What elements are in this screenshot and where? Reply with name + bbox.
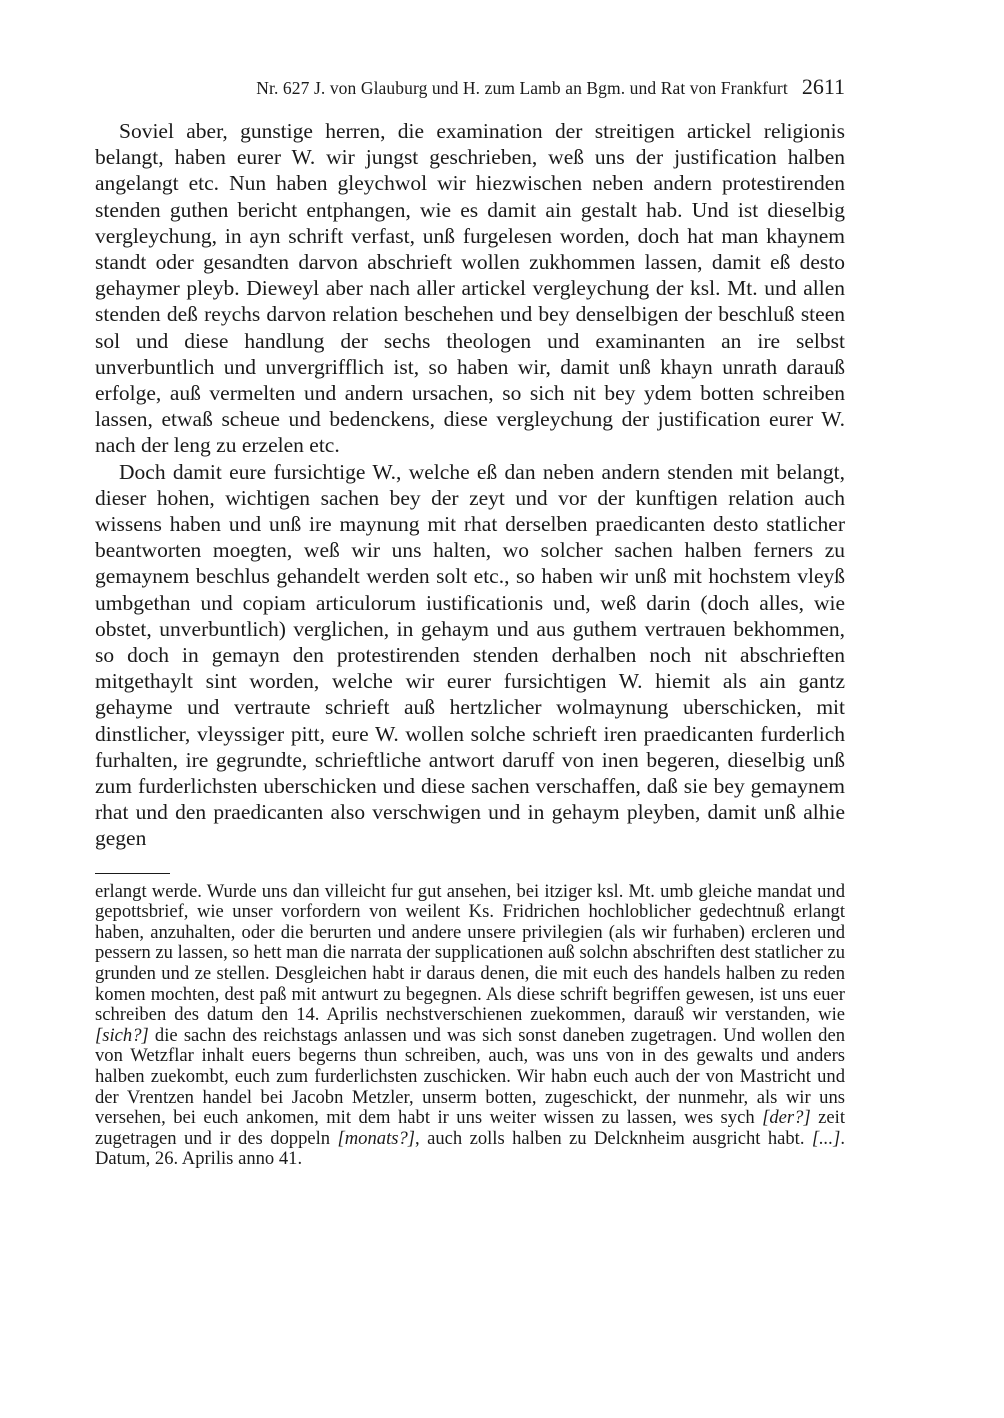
footnote-text-2: die sachn des reichstags anlassen und was sich sonst daneben zugetragen. Und wollen den von Wetzflar inhalt euers begerns thun schreiben, auch, was uns von in des gewalts und anders halben zuekombt, euch zum furderlichsten zuschicken. Wir habn euch auch der von Mastricht und der Vrentzen handel bei Jacobn Metzler, unserm botten, zugeschickt, der nunmehr, als wir uns versehen, bei euch ankomen, mit dem habt ir uns weiter wissen zu lassen, wes sych — [95, 1024, 845, 1129]
footnote-conjecture-2: [der?] — [762, 1107, 811, 1129]
footnote-text-4: , auch zolls halben zu Delcknheim ausgricht habt. — [415, 1127, 805, 1149]
paragraph-1: Soviel aber, gunstige herren, die examination der streitigen artickel religionis belangt, haben eurer W. wir jungst geschrieben, weß uns der justification halben angelangt etc. Nun haben gleychwol wir hiezwischen neben andern protestirenden stenden guthen bericht entphangen, wie es damit ain gestalt hab. Und ist dieselbig vergleychung, in ayn schrift verfast, unß furgelesen worden, doch hat man khaynem standt oder gesandten darvon abschrieft wollen zukhommen lassen, damit eß desto gehaymer pleyb. Dieweyl aber nach aller artickel vergleychung der ksl. Mt. und allen stenden deß reychs darvon relation beschehen und bey denselbigen der beschluß steen sol und diese handlung der sechs theologen und examinanten an ire selbst unverbuntlich und unvergrifflich ist, so haben wir, damit unß khayn unrath darauß erfolge, auß vermelten und andern ursachen, so sich nit bey ydem botten schreiben lassen, etwaß scheue und bedenckens, diese vergleychung der justification eurer W. nach der leng zu erzelen etc. — [95, 119, 845, 458]
paragraph-2: Doch damit eure fursichtige W., welche eß dan neben andern stenden mit belangt, dieser hohen, wichtigen sachen bey der zeyt und vor der kunftigen relation auch wissens haben und unß ire maynung mit rhat derselben praedicanten desto statlicher beantworten moegten, weß wir uns halten, wo solcher sachen halben ferners zu gemaynem beschlus gehandelt werden solt etc., so haben wir unß mit hochstem vleyß umbgethan und copiam articulorum iustificationis und, weß darin (doch alles, wie obstet, unverbuntlich) verglichen, in gehaym und aus guthem vertrauen bekhommen, so doch in gemayn den protestirenden stenden derhalben noch nit abschrieften mitgethaylt sint worden, welche wir eurer fursichtigen W. hiemit als ain gantz gehayme und vertraute schrieft auß hertzlicher wolmaynung uberschicken, mit dinstlicher, vleyssiger pitt, eure W. wollen solche schrieft iren praedicanten furderlich furhalten, ire gegrundte, schrieftliche antwort daruff von inen begeren, dieselbig unß zum furderlichsten uberschicken und diese sachen verschaffen, daß sie bey gemaynem rhat und den praedicanten also verschwigen und in gehaym pleyben, damit unß alhie gegen — [95, 459, 845, 851]
footnote-separator — [95, 873, 170, 874]
main-text — [95, 118, 845, 852]
footnote-text-3: zeit zugetragen und ir des doppeln — [95, 1107, 846, 1149]
footnote-text-5: . Datum, 26. Aprilis anno 41. — [95, 1127, 845, 1170]
running-title: Nr. 627 J. von Glauburg und H. zum Lamb an Bgm. und Rat von Frankfurt — [256, 78, 788, 98]
running-header — [95, 74, 845, 108]
document-page — [95, 74, 845, 1170]
page-number: 2611 — [801, 74, 845, 99]
footnote-text-1: erlangt werde. Wurde uns dan villeicht fur gut ansehen, bei itziger ksl. Mt. umb gleiche mandat und gepottsbrief, wie unser vorfordern von weilent Ks. Fridrichen hochloblicher gedechtnuß erlangt haben, anzuhalten, oder die berurten und andere unsere privilegien (als wir furhaben) ercleren und pessern zu lassen, so hett man die narrata der supplicationen auß solchn abschriften dest statlicher zu grunden und ze stellen. Desgleichen habt ir daraus denen, die mit euch des handels halben zu reden komen mochten, dest paß mit antwurt zu begegnen. Als diese schrift begriffen gewesen, ist uns euer schreiben des datum den 14. Aprilis nechstverschienen zuekommen, darauß wir verstanden, wie — [95, 880, 845, 1026]
footnote-omission: [...] — [811, 1127, 841, 1149]
footnote-conjecture-3: [monats?] — [337, 1127, 416, 1149]
footnote-conjecture-1: [sich?] — [95, 1024, 149, 1046]
footnote — [95, 882, 845, 1170]
